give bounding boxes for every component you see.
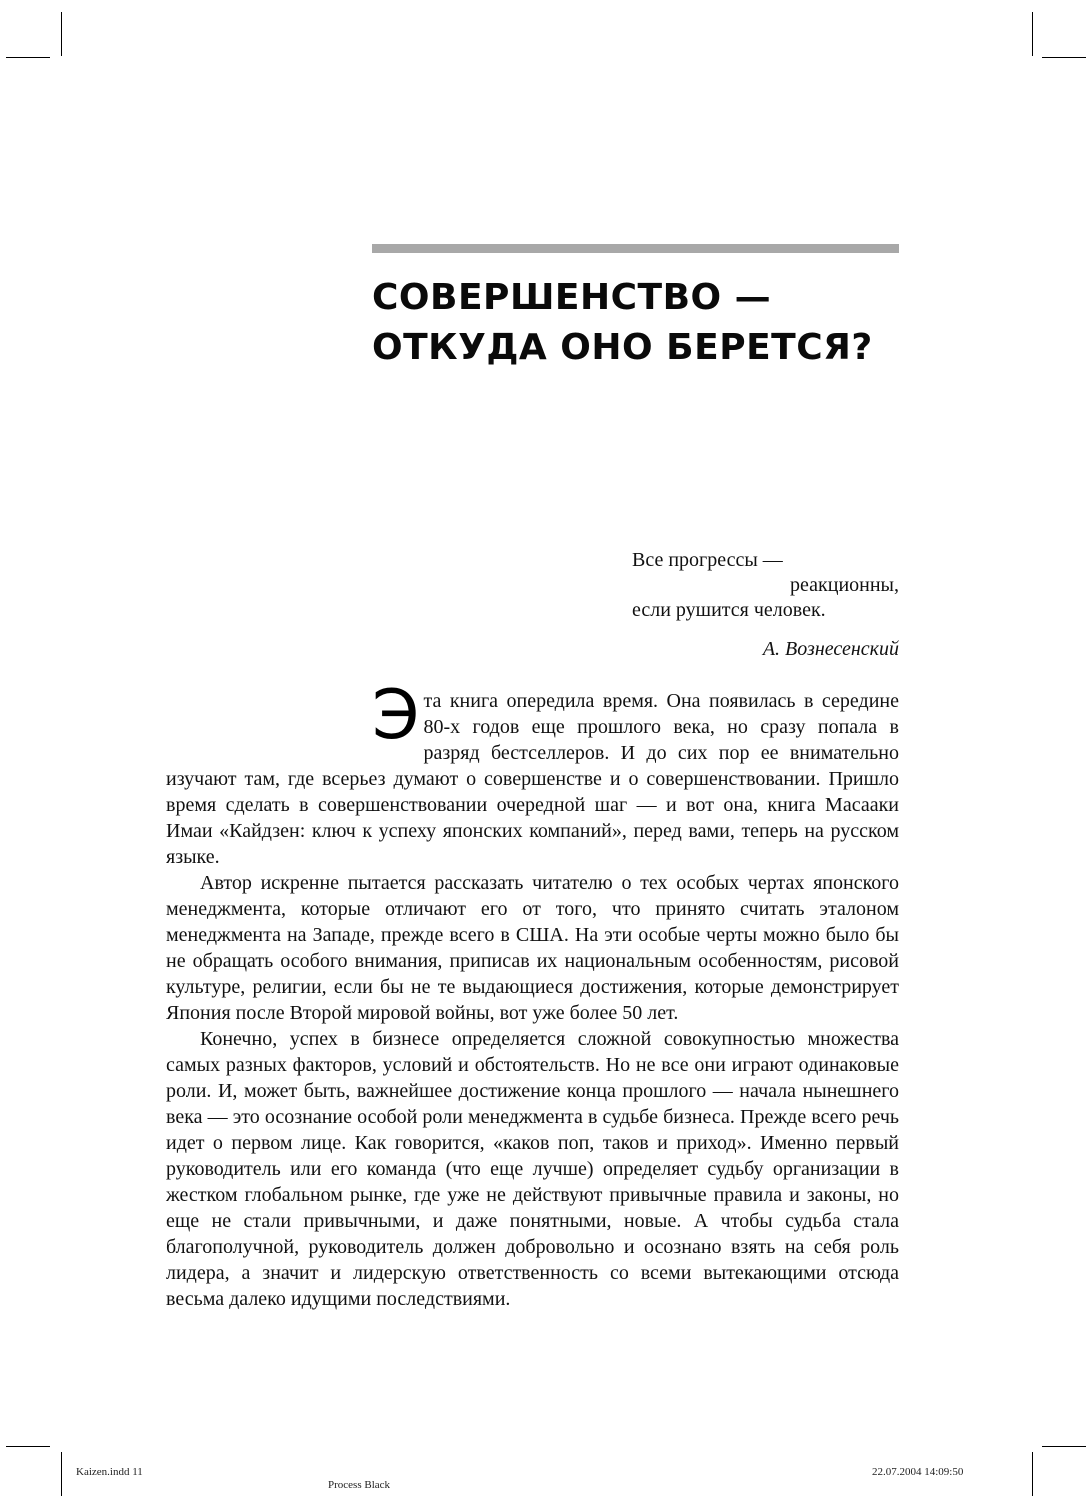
crop-mark <box>6 57 50 58</box>
body-text <box>166 676 899 1312</box>
chapter-title-line: СОВЕРШЕНСТВО — <box>372 277 772 318</box>
drop-cap: Э <box>372 676 420 755</box>
slug-color-name: Process Black <box>328 1479 391 1491</box>
crop-mark <box>1042 57 1086 58</box>
crop-mark <box>1042 1446 1086 1447</box>
crop-mark <box>1032 12 1033 56</box>
epigraph-line: Все прогрессы — <box>632 549 783 571</box>
epigraph-line: если рушится человек. <box>632 599 826 621</box>
paragraph: Конечно, успех в бизнесе определяется сложной совокупностью множества самых разных факторов, условий и обстоятельств. Но не все они играют одинаковые роли. И, может быть, важнейшее достижение конца прошлого — начала нынешнего века — это осознание особой роли менеджмента в судьбе бизнеса. Прежде всего речь идет о первом лице. Как говорится, «каков поп, таков и приход». Именно первый руководитель или его команда (что еще лучше) определяет судьбу организации в жестком глобальном рынке, где уже не действуют привычные правила и законы, но еще не стали привычными, и даже понятными, новые. А чтобы судьба стала благополучной, руководитель должен добровольно и осознано взять на себя роль лидера, а значит и лидерскую ответственность со всеми вытекающими отсюда весьма далеко идущими последствиями. <box>166 1028 899 1310</box>
paragraph-text: та книга опередила время. Она появилась в середине 80-х годов еще прошлого века, но сразу попала в разряд бестселлеров. И до сих пор ее внимательно изучают там, где всерьез думают о совершенстве и о совершенствовании. Пришло время сделать в совершенствовании очередной шаг — и вот она, книга Масааки Имаи «Кайдзен: ключ к успеху японских компаний», перед вами, теперь на русском языке. <box>166 690 899 868</box>
slug-file-name: Kaizen.indd 11 <box>76 1466 143 1478</box>
epigraph <box>632 548 899 662</box>
crop-mark <box>6 1446 50 1447</box>
paragraph: Автор искренне пытается рассказать читателю о тех особых чертах японского менеджмента, которые отличают его от того, что принято считать эталоном менеджмента на Западе, прежде всего в США. На эти особые черты можно было бы не обращать особого внимания, приписав их национальным особенностям, рисовой культуре, религии, если бы не те выдающиеся достижения, которые демонстрирует Япония после Второй мировой войны, вот уже более 50 лет. <box>166 872 899 1024</box>
slug-datetime: 22.07.2004 14:09:50 <box>872 1466 964 1478</box>
chapter-title <box>372 273 972 373</box>
chapter-title-line: ОТКУДА ОНО БЕРЕТСЯ? <box>372 327 873 368</box>
epigraph-author: А. Вознесенский <box>762 638 899 660</box>
crop-mark <box>1032 1452 1033 1496</box>
paragraph <box>166 676 899 870</box>
crop-mark <box>61 1452 62 1496</box>
crop-mark <box>61 12 62 56</box>
epigraph-line: реакционны, <box>790 574 899 596</box>
chapter-title-rule <box>372 244 899 253</box>
